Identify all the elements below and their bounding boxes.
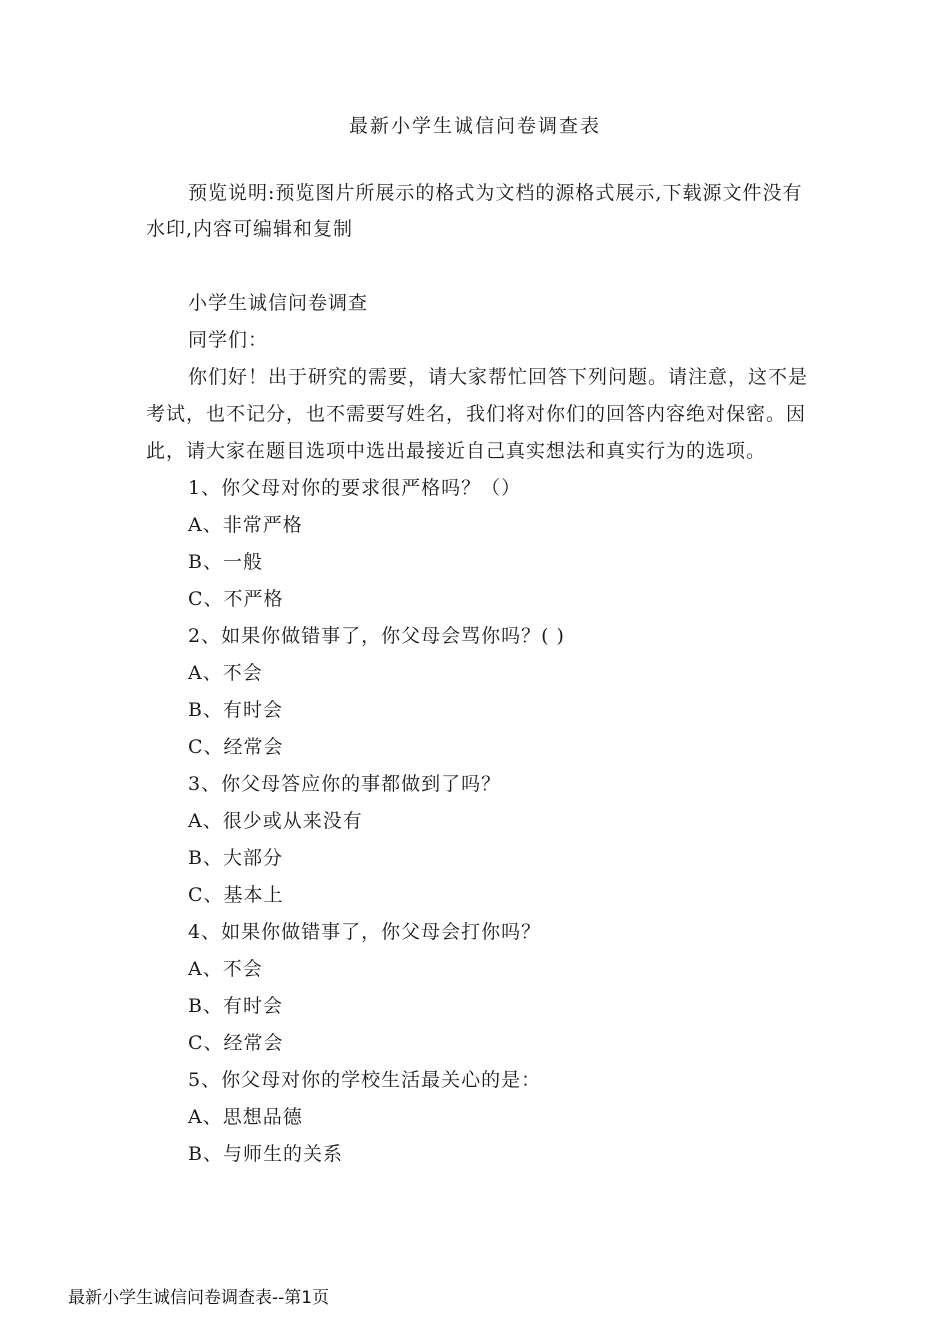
- option-b: B、有时会: [188, 699, 283, 721]
- option-a: A、不会: [188, 958, 263, 980]
- page-footer: 最新小学生诚信问卷调查表--第1页: [68, 1288, 330, 1308]
- preview-note: 预览说明:预览图片所展示的格式为文档的源格式展示,下载源文件没有水印,内容可编辑和复制: [146, 182, 803, 240]
- option-c: C、经常会: [188, 1032, 284, 1054]
- question-3: [146, 766, 808, 914]
- option-b: B、有时会: [188, 995, 283, 1017]
- page-title: 最新小学生诚信问卷调查表: [348, 115, 601, 137]
- option-b: B、大部分: [188, 847, 283, 869]
- option-b: B、与师生的关系: [188, 1143, 343, 1165]
- survey-title: 小学生诚信问卷调查: [188, 292, 369, 314]
- question-1: [146, 470, 808, 618]
- option-c: C、基本上: [188, 884, 284, 906]
- question-text: 4、如果你做错事了，你父母会打你吗？: [188, 921, 542, 943]
- question-text: 5、你父母对你的学校生活最关心的是：: [188, 1069, 542, 1091]
- question-text: 1、你父母对你的要求很严格吗？（）: [188, 477, 522, 499]
- option-a: A、思想品德: [188, 1106, 303, 1128]
- question-text: 2、如果你做错事了，你父母会骂你吗？( ): [188, 625, 565, 647]
- option-b: B、一般: [188, 551, 263, 573]
- intro-paragraph: 你们好！出于研究的需要，请大家帮忙回答下列问题。请注意，这不是考试，也不记分，也不需要写姓名，我们将对你们的回答内容绝对保密。因此，请大家在题目选项中选出最接近自己真实想法和真实行为的选项。: [146, 366, 809, 462]
- question-text: 3、你父母答应你的事都做到了吗？: [188, 773, 502, 795]
- question-4: [146, 914, 808, 1062]
- survey-content: [146, 285, 808, 1173]
- question-5: [146, 1062, 808, 1173]
- greeting: 同学们：: [188, 329, 269, 351]
- question-2: [146, 618, 808, 766]
- option-c: C、不严格: [188, 588, 284, 610]
- option-a: A、非常严格: [188, 514, 303, 536]
- option-a: A、不会: [188, 662, 263, 684]
- option-a: A、很少或从来没有: [188, 810, 363, 832]
- option-c: C、经常会: [188, 736, 284, 758]
